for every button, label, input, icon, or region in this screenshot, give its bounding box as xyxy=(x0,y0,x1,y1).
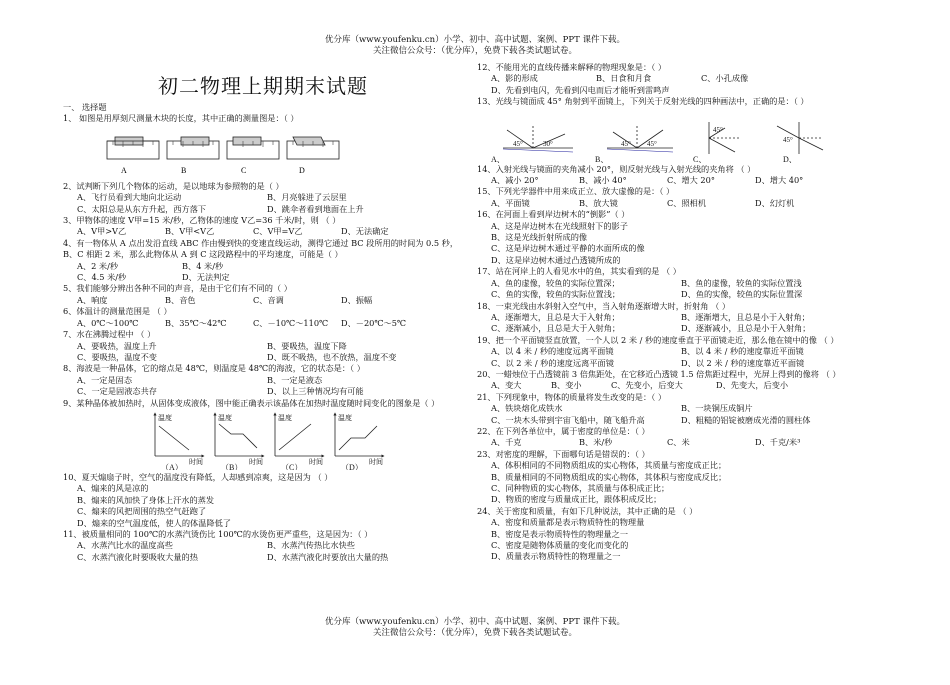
question-8: 8、海波是一种晶体，它的熔点是 48℃，则温度是 48℃的海波，它的状态是：（ ） xyxy=(63,363,365,374)
question-11: 11、被质量相同的 100℃的水蒸汽烫伤比 100℃的水烫伤更严重些，这是因为：（ ） xyxy=(63,528,373,539)
q11-options xyxy=(77,540,463,551)
question-4: 4、有一物体从 A 点出发沿直线 ABC 作由慢到快的变速直线运动，测得它通过 BC 段所用的时间为 0.5 秒，B、C 相距 2 米，那么此物体从 A 到 C 这段路程中的平均速度，可能是（ ） xyxy=(63,237,459,260)
q5-options xyxy=(77,295,463,306)
option: B、米/秒 xyxy=(579,437,613,448)
question-14: 14、入射光线与镜面的夹角减小 20°，则反射光线与入射光线的夹角将 （ ） xyxy=(477,163,756,174)
question-7: 7、水在沸腾过程中 （ ） xyxy=(63,329,156,340)
q23-option: A、体积相同的不同物质组成的实心物体，其质量与密度成正比； xyxy=(491,460,727,471)
q18-options xyxy=(491,312,907,323)
option: D、以 2 米 / 秒的速度靠近平面镜 xyxy=(681,357,805,368)
q15-options xyxy=(491,198,907,209)
option: A、响度 xyxy=(77,294,108,305)
q21-options xyxy=(491,403,907,414)
q2-options xyxy=(77,204,463,215)
option: A、一定是固态 xyxy=(77,374,133,385)
reflection-label-d: D、 xyxy=(783,154,797,164)
ruler-label-b: B xyxy=(181,165,187,175)
angle-a-left: 45° xyxy=(513,139,523,148)
question-3: 3、甲物体的速度 V甲=15 米/秒，乙物体的速度 V乙=36 千米/时，则 （ ） xyxy=(63,215,341,226)
option: B、鱼的虚像，较鱼的实际位置浅 xyxy=(681,277,802,288)
option: D、逐渐减小，且总是小于入射角； xyxy=(681,323,811,334)
option: C、小孔成像 xyxy=(701,73,749,84)
q10-option: A、煽来的风是凉的 xyxy=(77,483,149,494)
q23-option: B、质量相同的不同物质组成的实心物体，其体积与密度成反比； xyxy=(491,471,727,482)
graph-d-label: （D） xyxy=(341,462,363,470)
question-1: 1、 如图是用厚刻尺测量木块的长度，其中正确的测量图是：（ ） xyxy=(63,113,299,124)
q10-option: C、煽来的风把周围的热空气赶跑了 xyxy=(77,506,207,517)
question-15: 15、下列光学器件中用来成正立、放大虚像的是：（ ） xyxy=(477,186,675,197)
option: D、千克/米³ xyxy=(755,437,801,448)
q19-options xyxy=(491,346,907,357)
question-5: 5、我们能够分辨出各种不同的声音，是由于它们有不同的（ ） xyxy=(63,283,292,294)
q3-options xyxy=(77,226,463,237)
question-21: 21、下列现象中，物体的质量将发生改变的是：（ ） xyxy=(477,391,667,402)
graph-d-ylabel: 温度 xyxy=(338,413,352,422)
option: C、以 2 米 / 秒的速度远离平面镜 xyxy=(491,357,614,368)
graph-a-label: （A） xyxy=(161,462,183,470)
graph-a-ylabel: 温度 xyxy=(158,413,172,422)
option: A、鱼的虚像，较鱼的实际位置深； xyxy=(491,277,620,288)
ruler-figure xyxy=(63,127,463,179)
q17-options xyxy=(491,278,907,289)
option: C、要吸热，温度不变 xyxy=(77,351,157,362)
option: A、铁块熔化成铁水 xyxy=(491,403,563,414)
option: D、增大 40° xyxy=(755,175,804,186)
option: C、－10℃～110℃ xyxy=(253,317,329,328)
option: D、粗糙的铝锭被磨成光滑的圆柱体 xyxy=(681,414,811,425)
angle-b-right: 45° xyxy=(647,139,657,148)
option: A、2 米/秒 xyxy=(77,260,119,271)
temperature-graphs xyxy=(63,410,463,470)
option: C、一块木头带到宇宙飞船中，随飞船升高 xyxy=(491,414,645,425)
question-13: 13、光线与镜面成 45° 角射到平面镜上，下列关于反射光线的四种画法中，正确的是：（ ） xyxy=(477,96,809,107)
reflection-figure xyxy=(477,108,907,164)
q21-options xyxy=(491,415,907,426)
q7-options xyxy=(77,341,463,352)
q10-option: D、煽来的空气温度低，使人的体温降低了 xyxy=(77,517,231,528)
header-line-2: 关注微信公众号：（优分库），免费下载各类试题试卷。 xyxy=(372,46,577,56)
ruler-label-a: A xyxy=(121,165,127,175)
option: A、影的形成 xyxy=(491,73,538,84)
option: B、V甲<V乙 xyxy=(165,226,215,237)
reflection-label-a: A、 xyxy=(491,154,505,164)
section-heading: 一、 选择题 xyxy=(63,102,107,112)
q24-option: A、密度和质量都是表示物质特性的物理量 xyxy=(491,517,645,528)
option: B、逐渐增大，且总是小于入射角； xyxy=(681,311,810,322)
reflection-label-c: C、 xyxy=(693,154,707,164)
question-19: 19、把一个平面镜竖直放置，一个人以 2 米 / 秒的速度垂直于平面镜走近，那么他在镜中的像 （ ） xyxy=(477,334,839,345)
graph-c-xlabel: 时间 xyxy=(309,457,323,466)
option: C、先变小，后变大 xyxy=(611,380,683,391)
option: A、以 4 米 / 秒的速度远离平面镜 xyxy=(491,346,614,357)
q23-option: C、同种物质的实心物体，其质量与体积成正比； xyxy=(491,483,670,493)
q24-option: B、密度是表示物质特性的物理量之一 xyxy=(491,528,629,539)
option: A、飞行员看到大地向北运动 xyxy=(77,192,182,203)
q23-option: D、物质的密度与质量成正比，跟体积成反比； xyxy=(491,494,662,505)
reflection-label-b: B、 xyxy=(595,154,609,164)
q4-options xyxy=(77,261,463,272)
question-2: 2、试判断下列几个物体的运动，是以地球为参照物的是（ ） xyxy=(63,180,284,191)
option: A、0℃～100℃ xyxy=(77,317,139,328)
q10-option: B、煽来的风加快了身体上汗水的蒸发 xyxy=(77,494,215,505)
right-column xyxy=(477,62,907,563)
question-22: 22、在下列各单位中，属于密度的单位是：（ ） xyxy=(477,425,650,436)
page-title: 初二物理上期期末试题 xyxy=(158,74,368,98)
q14-options xyxy=(491,175,907,186)
graph-c-ylabel: 温度 xyxy=(278,413,292,422)
option: A、逐渐增大，且总是大于入射角； xyxy=(491,311,620,322)
option: C、V甲=V乙 xyxy=(253,226,303,237)
option: C、音调 xyxy=(253,294,284,305)
option: A、千克 xyxy=(491,437,522,448)
graph-b-label: （B） xyxy=(221,462,243,470)
option: C、水蒸汽液化时要吸收大量的热 xyxy=(77,551,198,562)
q20-options xyxy=(491,380,907,391)
option: A、水蒸汽比水的温度高些 xyxy=(77,540,173,551)
q16-option: D、这是岸边树木通过凸透镜所成的 xyxy=(491,254,621,265)
q12-options xyxy=(491,73,907,84)
question-6: 6、体温计的测量范围是 （ ） xyxy=(63,306,172,317)
option: C、增大 20° xyxy=(667,175,715,186)
option: C、逐渐减小，且总是大于入射角； xyxy=(491,323,621,334)
q8-options xyxy=(77,375,463,386)
page-footer xyxy=(0,617,950,639)
option: B、音色 xyxy=(165,294,196,305)
option: B、减小 40° xyxy=(579,175,627,186)
q24-option: C、密度是随物体质量的变化而变化的 xyxy=(491,540,629,551)
option: B、日食和月食 xyxy=(596,73,652,84)
question-12: 12、不能用光的直线传播来解释的物理现象是：（ ） xyxy=(477,62,667,72)
q18-options xyxy=(491,323,907,334)
q7-options xyxy=(77,352,463,363)
question-17: 17、站在河岸上的人看见水中的鱼，其实看到的是 （ ） xyxy=(477,266,681,277)
q24-option: D、质量表示物质特性的物理量之一 xyxy=(491,551,621,562)
option: D、幻灯机 xyxy=(755,197,795,208)
q16-option: C、这是岸边树木通过平静的水面所成的像 xyxy=(491,243,645,254)
graph-a-xlabel: 时间 xyxy=(189,457,203,466)
q16-option: B、这是光线折射所成的像 xyxy=(491,232,588,243)
option: D、既不吸热，也不放热，温度不变 xyxy=(267,351,397,362)
footer-line-1: 优分库（www.youfenku.cn）小学、初中、高中试题、案例、PPT 课件下载。 xyxy=(325,617,625,627)
option: D、振幅 xyxy=(341,294,373,305)
q4-options xyxy=(77,272,463,283)
q22-options xyxy=(491,437,907,448)
option: B、变小 xyxy=(551,380,582,391)
ruler-label-c: C xyxy=(241,165,247,175)
angle-a-right: 30° xyxy=(543,139,553,148)
option: C、太阳总是从东方升起，西方落下 xyxy=(77,203,207,214)
angle-c: 45° xyxy=(713,125,723,134)
q6-options xyxy=(77,318,463,329)
option: D、以上三种情况均有可能 xyxy=(267,386,364,397)
option: C、一定是固液态共存 xyxy=(77,386,157,397)
question-9: 9、某种晶体被加热时，从固体变成液体，图中能正确表示该晶体在加热时温度随时间变化的图象是（ ） xyxy=(63,397,440,408)
q19-options xyxy=(491,358,907,369)
question-20: 20、一蜡烛位于凸透镜前 3 倍焦距处，在它移近凸透镜 1.5 倍焦距过程中，光屏上得到的像将 （ ） xyxy=(477,368,841,379)
graph-b-xlabel: 时间 xyxy=(249,457,263,466)
option: D、无法判定 xyxy=(182,272,230,283)
graph-b-ylabel: 温度 xyxy=(218,413,232,422)
left-column xyxy=(63,74,463,563)
option: D、跳伞者看到地面在上升 xyxy=(267,203,364,214)
option: D、无法确定 xyxy=(341,226,389,237)
option: B、放大镜 xyxy=(579,197,618,208)
q16-option: A、这是岸边树木在光线照射下的影子 xyxy=(491,220,628,231)
question-16: 16、在河面上看到岸边树木的“倒影”（ ） xyxy=(477,209,630,220)
option: B、一定是液态 xyxy=(267,374,323,385)
angle-d: 45° xyxy=(783,135,793,144)
header-line-1: 优分库（www.youfenku.cn）小学、初中、高中试题、案例、PPT 课件下载。 xyxy=(325,35,625,45)
option: D、－20℃～5℃ xyxy=(341,317,407,328)
q11-options xyxy=(77,552,463,563)
graph-d-xlabel: 时间 xyxy=(369,457,383,466)
option: C、4.5 米/秒 xyxy=(77,272,127,283)
footer-line-2: 关注微信公众号：（优分库），免费下载各类试题试卷。 xyxy=(372,628,577,638)
option: C、米 xyxy=(667,437,690,448)
option: B、月亮躲进了云层里 xyxy=(267,192,347,203)
option: B、35℃～42℃ xyxy=(165,317,227,328)
option: B、要吸热，温度下降 xyxy=(267,340,347,351)
graph-c-label: （C） xyxy=(281,462,303,470)
question-24: 24、关于密度和质量，有如下几种说法，其中正确的是 （ ） xyxy=(477,505,698,516)
question-10: 10、夏天煽扇子时，空气的温度没有降低，人却感到凉爽，这是因为 （ ） xyxy=(63,471,333,482)
q12-option: D、先看到电闪，先看到闪电而后才能听到雷鸣声 xyxy=(491,84,670,95)
question-18: 18、一束光线由水斜射入空气中，当入射角逐渐增大时，折射角 （ ） xyxy=(477,300,731,311)
option: A、V甲>V乙 xyxy=(77,226,127,237)
option: D、水蒸汽液化时要放出大量的热 xyxy=(267,551,389,562)
ruler-label-d: D xyxy=(299,165,305,175)
option: A、变大 xyxy=(491,380,522,391)
page-header xyxy=(0,35,950,57)
q8-options xyxy=(77,386,463,397)
option: C、鱼的实像，较鱼的实际位置浅； xyxy=(491,289,621,300)
q2-options xyxy=(77,192,463,203)
option: B、一块铜压成铜片 xyxy=(681,403,753,414)
option: D、先变大，后变小 xyxy=(716,380,789,391)
question-23: 23、对密度的理解，下面哪句话是错误的：（ ） xyxy=(477,448,650,459)
q17-options xyxy=(491,289,907,300)
option: A、要吸热，温度上升 xyxy=(77,340,157,351)
option: A、减小 20° xyxy=(491,175,539,186)
option: B、4 米/秒 xyxy=(182,260,224,271)
angle-b-left: 45° xyxy=(621,139,631,148)
option: B、以 4 米 / 秒的速度靠近平面镜 xyxy=(681,346,804,357)
option: D、鱼的实像，较鱼的实际位置深 xyxy=(681,289,803,300)
option: A、平面镜 xyxy=(491,197,530,208)
option: B、水蒸汽传热比水快些 xyxy=(267,540,355,551)
option: C、照相机 xyxy=(667,197,707,208)
